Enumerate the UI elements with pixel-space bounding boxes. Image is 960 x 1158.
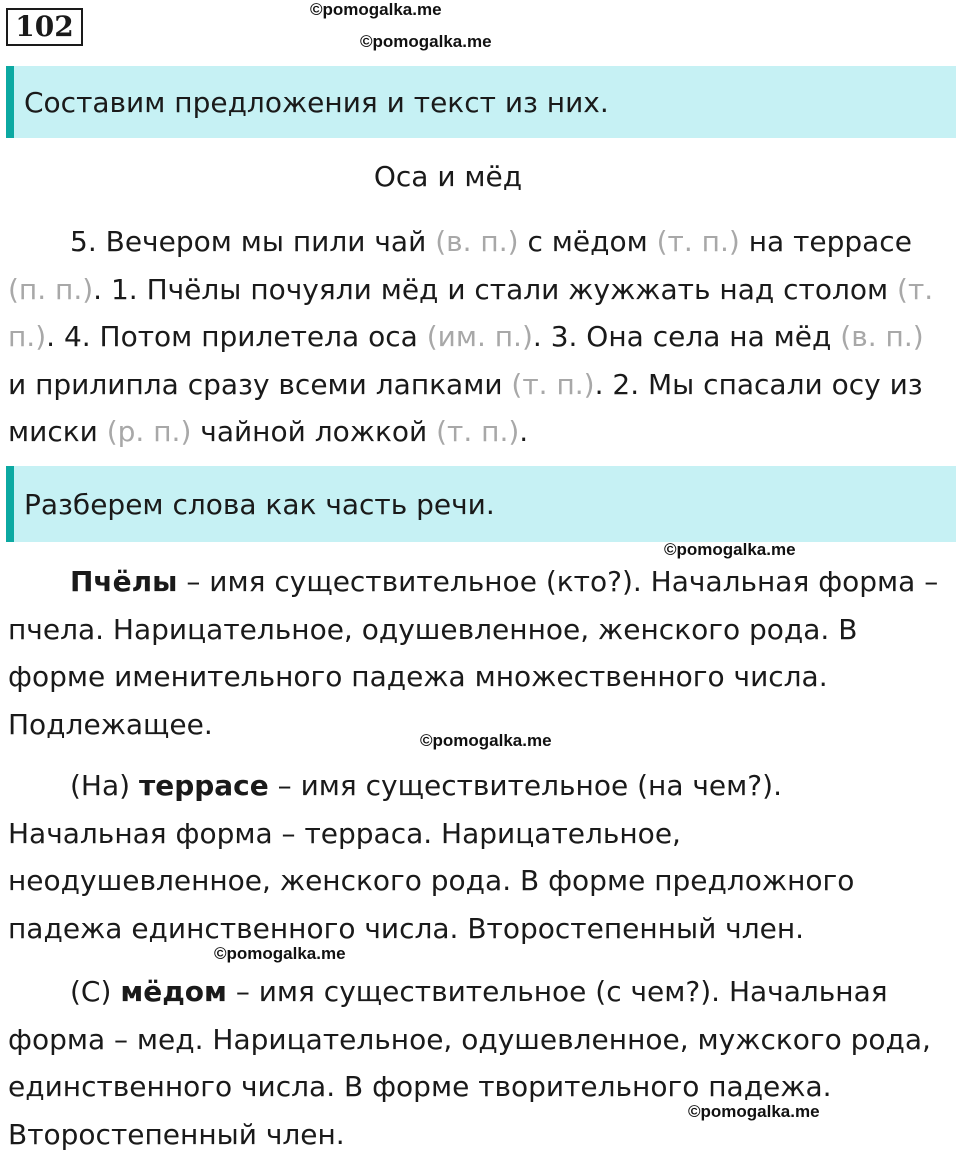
watermark: ©pomogalka.me xyxy=(310,0,442,19)
analysis-paragraph: (С) мёдом – имя существительное (с чем?). Начальная форма – мед. Нарицательное, одушевленное, мужского рода, единственного числа. В форме творительного падежа. Второстепенный член. xyxy=(8,975,931,1151)
task-number: 102 xyxy=(6,8,83,46)
case-note: (им. п.) xyxy=(426,320,533,353)
watermark: ©pomogalka.me xyxy=(664,540,796,559)
watermark: ©pomogalka.me xyxy=(420,731,552,750)
case-note: (п. п.) xyxy=(8,272,94,306)
case-note: (т. п.) xyxy=(656,225,740,258)
case-note: (в. п.) xyxy=(435,225,519,258)
banner-text: Разберем слова как часть речи. xyxy=(24,487,495,521)
analysis-paragraph: (На) террасе – имя существительное (на чем?). Начальная форма – терраса. Нарицательное, неодушевленное, женского рода. В форме предложного падежа единственного числа. Второстепенный член. xyxy=(8,769,855,945)
case-note: (т. п.) xyxy=(511,367,595,401)
watermark: ©pomogalka.me xyxy=(688,1102,820,1121)
case-note: (т. п.) xyxy=(436,415,520,448)
banner-text: Составим предложения и текст из них. xyxy=(24,85,609,119)
section-banner xyxy=(6,66,956,138)
watermark: ©pomogalka.me xyxy=(214,944,346,963)
case-note: (в. п.) xyxy=(840,320,924,353)
story-text: 5. Вечером мы пили чай (в. п.) с мёдом (т. п.) на террасе (п. п.). 1. Пчёлы почуяли мёд и стали жужжать над столом (т. п.). 4. Потом прилетела оса (им. п.). 3. Она села на мёд (в. п.) и прилипла сразу всеми лапками (т. п.). 2. Мы спасали осу из миски (р. п.) чайной ложкой (т. п.). xyxy=(8,225,934,448)
text-title: Оса и мёд xyxy=(373,160,523,193)
case-note: (т. п.) xyxy=(8,272,934,353)
watermark: ©pomogalka.me xyxy=(360,32,492,51)
analysis-paragraph: Пчёлы – имя существительное (кто?). Начальная форма – пчела. Нарицательное, одушевленное, женского рода. В форме именительного падежа множественного числа. Подлежащее. xyxy=(8,565,939,741)
section-banner xyxy=(6,466,956,542)
case-note: (р. п.) xyxy=(106,415,192,448)
